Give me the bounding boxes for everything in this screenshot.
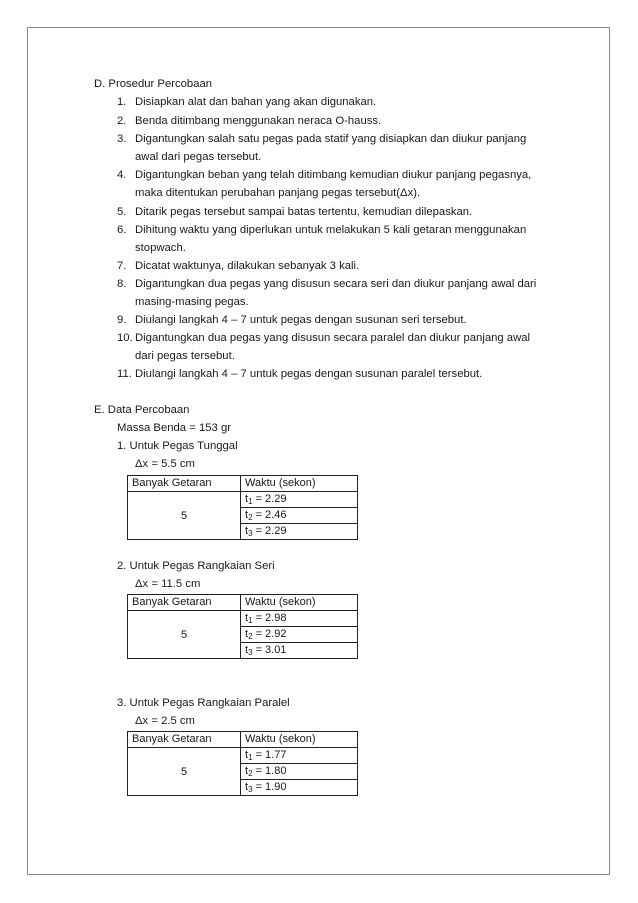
data-table-series <box>127 594 358 659</box>
data-table-parallel <box>127 731 358 796</box>
mass-value: Massa Benda = 153 gr <box>117 422 231 434</box>
delta-x-value: Δx = 5.5 cm <box>135 458 195 470</box>
step-text: Digantungkan dua pegas yang disusun secara seri dan diukur panjang awal dari <box>135 278 537 290</box>
table-row <box>128 611 358 627</box>
step-text: masing-masing pegas. <box>135 296 249 308</box>
section-heading-data: E. Data Percobaan <box>94 404 190 416</box>
step-number: 11. <box>117 368 132 380</box>
column-header: Banyak Getaran <box>128 732 241 748</box>
step-text: Ditarik pegas tersebut sampai batas tertentu, kemudian dilepaskan. <box>135 206 473 218</box>
step-text: Digantungkan dua pegas yang disusun secara paralel dan diukur panjang awal <box>135 332 531 344</box>
time-cell: $t_1 = 1.77$ <box>241 748 358 764</box>
step-number: 4. <box>117 169 127 181</box>
time-cell: $t_1 = 2.98$ <box>241 611 358 627</box>
table-header-row <box>128 595 358 611</box>
step-text: Diulangi langkah 4 – 7 untuk pegas dengan susunan paralel tersebut. <box>135 368 483 380</box>
step-text: Dicatat waktunya, dilakukan sebanyak 3 kali. <box>135 260 360 272</box>
time-cell: $t_2 = 2.92$ <box>241 627 358 643</box>
column-header: Banyak Getaran <box>128 476 241 492</box>
step-text: Digantungkan salah satu pegas pada statif yang disiapkan dan diukur panjang <box>135 133 527 145</box>
time-cell: $t_3 = 2.29$ <box>241 524 358 540</box>
table-row <box>128 748 358 764</box>
step-text: Diulangi langkah 4 – 7 untuk pegas dengan susunan seri tersebut. <box>135 314 467 326</box>
step-text: Disiapkan alat dan bahan yang akan digunakan. <box>135 96 377 108</box>
step-text: Benda ditimbang menggunakan neraca O-hauss. <box>135 115 382 127</box>
step-number: 3. <box>117 133 127 145</box>
step-text: awal dari pegas tersebut. <box>135 151 262 163</box>
delta-x-value: Δx = 2.5 cm <box>135 715 195 727</box>
oscillation-count: 5 <box>128 748 241 796</box>
column-header: Banyak Getaran <box>128 595 241 611</box>
step-text: dari pegas tersebut. <box>135 350 235 362</box>
step-number: 8. <box>117 278 127 290</box>
column-header: Waktu (sekon) <box>241 732 358 748</box>
column-header: Waktu (sekon) <box>241 595 358 611</box>
time-cell: $t_3 = 1.90$ <box>241 780 358 796</box>
experiment-title: 3. Untuk Pegas Rangkaian Paralel <box>117 697 290 709</box>
column-header: Waktu (sekon) <box>241 476 358 492</box>
step-number: 7. <box>117 260 127 272</box>
oscillation-count: 5 <box>128 611 241 659</box>
step-number: 1. <box>117 96 127 108</box>
step-text: Dihitung waktu yang diperlukan untuk melakukan 5 kali getaran menggunakan <box>135 224 527 236</box>
experiment-title: 1. Untuk Pegas Tunggal <box>117 440 238 452</box>
time-cell: $t_2 = 1.80$ <box>241 764 358 780</box>
section-heading-procedure: D. Prosedur Percobaan <box>94 78 213 90</box>
step-text: maka ditentukan perubahan panjang pegas tersebut(Δx). <box>135 187 421 199</box>
table-header-row <box>128 732 358 748</box>
time-cell: $t_2 = 2.46$ <box>241 508 358 524</box>
step-text: stopwach. <box>135 242 186 254</box>
step-number: 9. <box>117 314 127 326</box>
step-text: Digantungkan beban yang telah ditimbang kemudian diukur panjang pegasnya, <box>135 169 532 181</box>
data-table-single <box>127 475 358 540</box>
step-number: 5. <box>117 206 127 218</box>
oscillation-count: 5 <box>128 492 241 540</box>
experiment-title: 2. Untuk Pegas Rangkaian Seri <box>117 560 275 572</box>
step-number: 10. <box>117 332 133 344</box>
time-cell: $t_3 = 3.01$ <box>241 643 358 659</box>
delta-x-value: Δx = 11.5 cm <box>135 578 201 590</box>
table-row <box>128 492 358 508</box>
table-header-row <box>128 476 358 492</box>
time-cell: $t_1 = 2.29$ <box>241 492 358 508</box>
step-number: 2. <box>117 115 127 127</box>
step-number: 6. <box>117 224 127 236</box>
